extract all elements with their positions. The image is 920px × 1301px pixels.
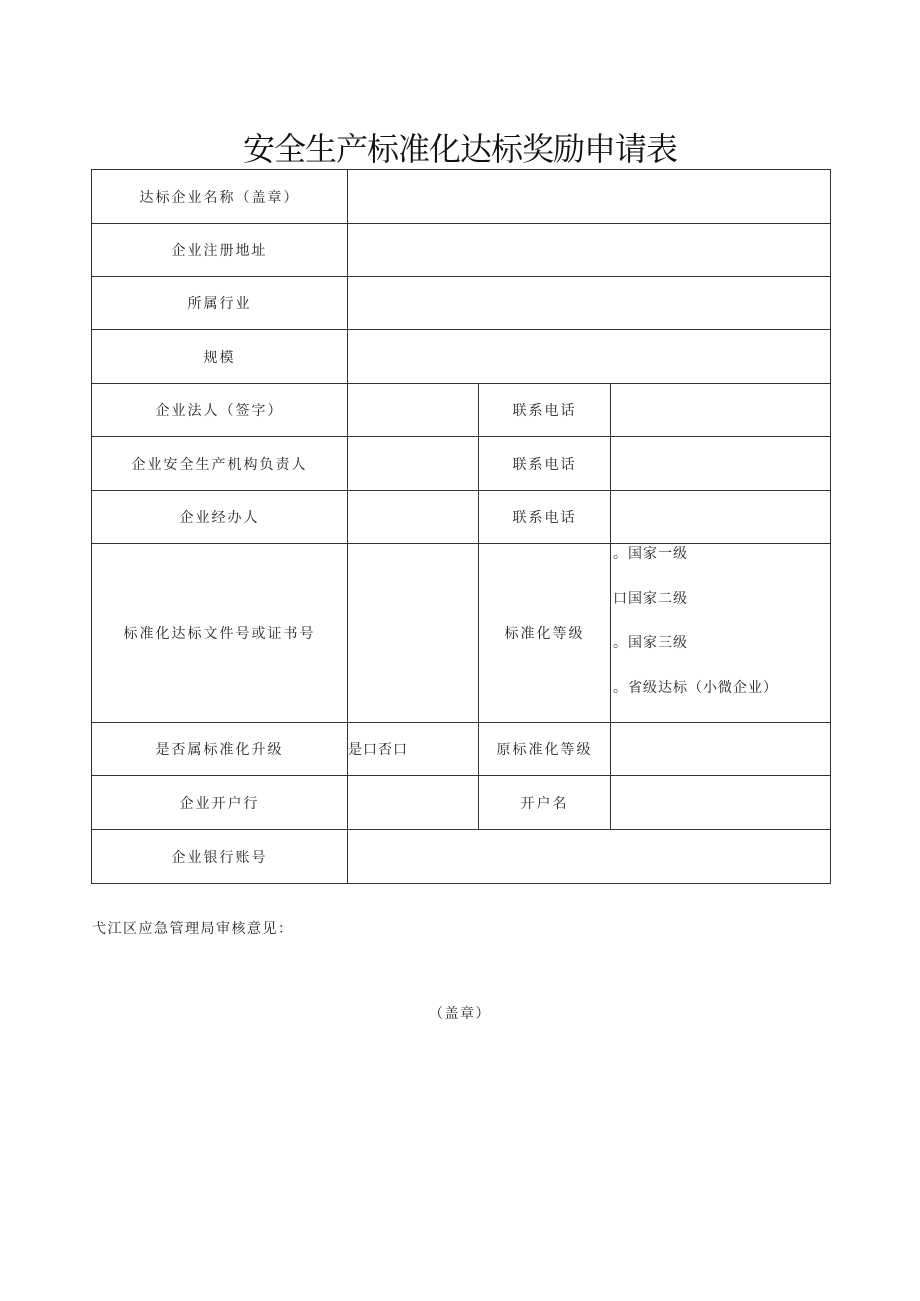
orig-level-label: 原标准化等级 (479, 723, 611, 776)
scale-field[interactable] (348, 330, 831, 384)
upgrade-label: 是否属标准化升级 (92, 723, 348, 776)
seal-label: （盖章） (429, 1006, 491, 1022)
bank-label: 企业开户行 (92, 776, 348, 830)
handler-field[interactable] (348, 491, 479, 544)
application-form-table (91, 169, 831, 884)
company-name-label: 达标企业名称（盖章） (92, 170, 348, 224)
std-level-options (611, 544, 831, 723)
contact-phone-label: 联系电话 (479, 384, 611, 437)
handler-label: 企业经办人 (92, 491, 348, 544)
row-reg-address (92, 224, 831, 277)
row-company-name (92, 170, 831, 224)
account-name-field[interactable] (611, 776, 831, 830)
upgrade-choice[interactable]: 是口否口 (348, 723, 479, 776)
safety-head-phone-field[interactable] (611, 437, 831, 491)
row-handler (92, 491, 831, 544)
reg-address-label: 企业注册地址 (92, 224, 348, 277)
row-upgrade (92, 723, 831, 776)
row-bank (92, 776, 831, 830)
industry-label: 所属行业 (92, 277, 348, 330)
legal-person-label: 企业法人（签字） (92, 384, 348, 437)
contact-phone-label: 联系电话 (479, 437, 611, 491)
level-option-national-2[interactable]: 口国家二级 (613, 590, 688, 607)
bank-field[interactable] (348, 776, 479, 830)
safety-head-label: 企业安全生产机构负责人 (92, 437, 348, 491)
legal-person-field[interactable] (348, 384, 479, 437)
legal-person-phone-field[interactable] (611, 384, 831, 437)
level-option-provincial[interactable]: 。省级达标（小微企业） (613, 679, 778, 696)
row-legal-person (92, 384, 831, 437)
cert-no-label: 标准化达标文件号或证书号 (92, 544, 348, 723)
level-option-national-3[interactable]: 。国家三级 (613, 635, 688, 651)
level-option-national-1[interactable]: 。国家一级 (613, 546, 688, 562)
row-scale (92, 330, 831, 384)
safety-head-field[interactable] (348, 437, 479, 491)
account-name-label: 开户名 (479, 776, 611, 830)
review-opinion-label: 弋江区应急管理局审核意见： (92, 921, 294, 937)
industry-field[interactable] (348, 277, 831, 330)
scale-label: 规模 (92, 330, 348, 384)
row-bank-account (92, 830, 831, 884)
bank-account-label: 企业银行账号 (92, 830, 348, 884)
contact-phone-label: 联系电话 (479, 491, 611, 544)
row-industry (92, 277, 831, 330)
orig-level-field[interactable] (611, 723, 831, 776)
row-cert-level (92, 544, 831, 723)
row-safety-head (92, 437, 831, 491)
bank-account-field[interactable] (348, 830, 831, 884)
page-title: 安全生产标准化达标奖励申请表 (242, 130, 677, 168)
std-level-label: 标准化等级 (479, 544, 611, 723)
reg-address-field[interactable] (348, 224, 831, 277)
cert-no-field[interactable] (348, 544, 479, 723)
handler-phone-field[interactable] (611, 491, 831, 544)
company-name-field[interactable] (348, 170, 831, 224)
